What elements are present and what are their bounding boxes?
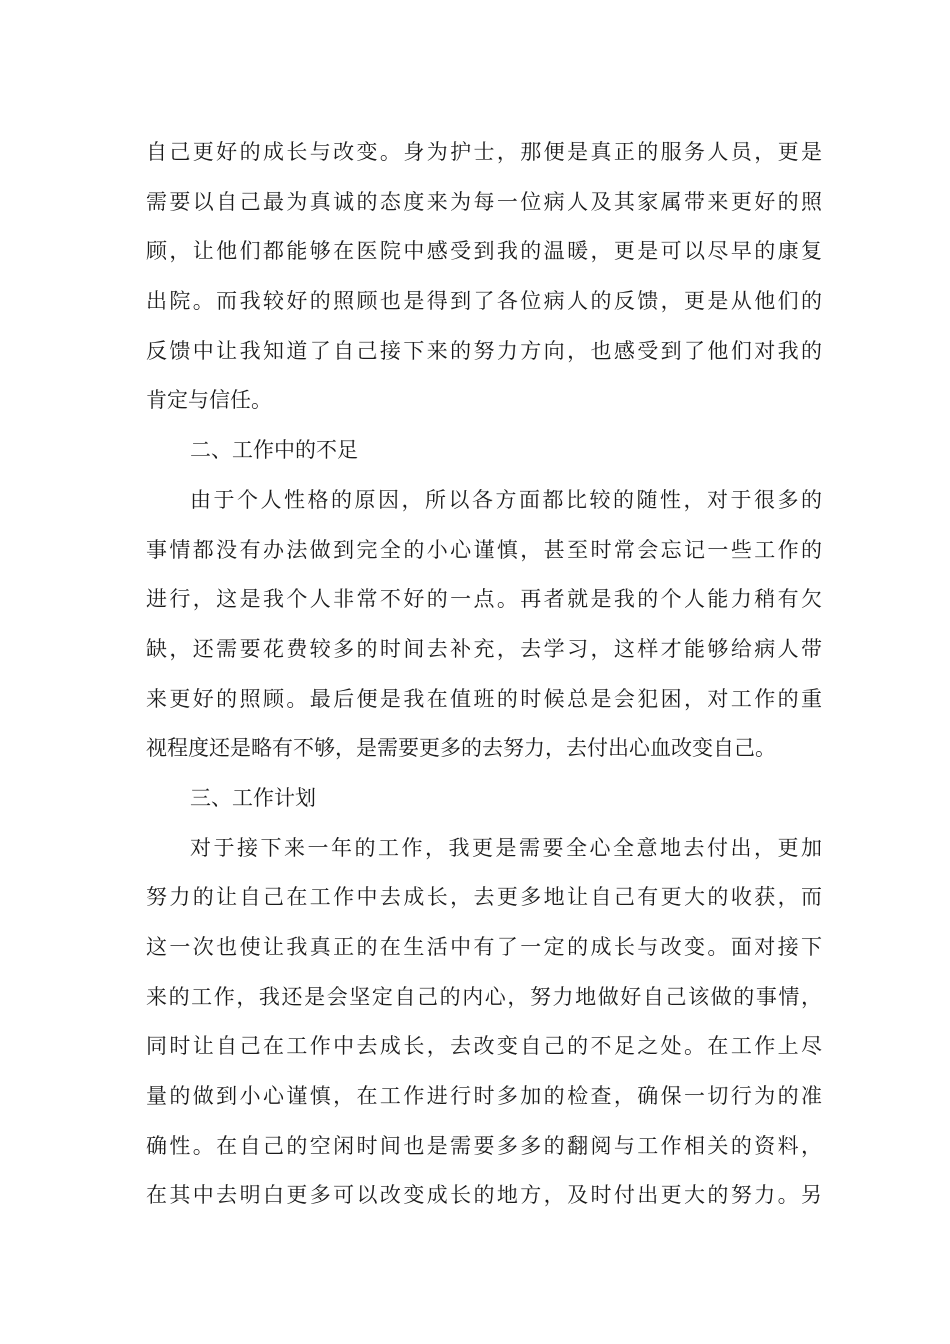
text-line: 进行，这是我个人非常不好的一点。再者就是我的个人能力稍有欠 [146, 587, 822, 612]
text-line: 努力的让自己在工作中去成长，去更多地让自己有更大的收获，而 [146, 885, 822, 910]
text-line: 肯定与信任。 [146, 388, 272, 413]
text-line: 事情都没有办法做到完全的小心谨慎，甚至时常会忘记一些工作的 [146, 537, 822, 562]
section-heading: 二、工作中的不足 [190, 438, 358, 463]
text-line: 同时让自己在工作中去成长，去改变自己的不足之处。在工作上尽 [146, 1034, 822, 1059]
text-line: 自己更好的成长与改变。身为护士，那便是真正的服务人员，更是 [146, 140, 822, 164]
text-line: 出院。而我较好的照顾也是得到了各位病人的反馈，更是从他们的 [146, 289, 822, 314]
text-line: 这一次也使让我真正的在生活中有了一定的成长与改变。面对接下 [146, 935, 822, 959]
continued-paragraph [146, 128, 822, 426]
text-line: 需要以自己最为真诚的态度来为每一位病人及其家属带来更好的照 [146, 189, 822, 214]
text-line: 来更好的照顾。最后便是我在值班的时候总是会犯困，对工作的重 [146, 686, 822, 711]
text-line: 视程度还是略有不够，是需要更多的去努力，去付出心血改变自己。 [146, 736, 776, 761]
text-line: 由于个人性格的原因，所以各方面都比较的随性，对于很多的 [190, 487, 822, 512]
text-line: 顾，让他们都能够在医院中感受到我的温暖，更是可以尽早的康复 [146, 239, 822, 264]
section-heading: 三、工作计划 [190, 785, 316, 810]
document-body [146, 128, 822, 1221]
text-line: 反馈中让我知道了自己接下来的努力方向，也感受到了他们对我的 [146, 338, 822, 363]
text-line: 对于接下来一年的工作，我更是需要全心全意地去付出，更加 [190, 835, 822, 860]
heading-plan [146, 774, 822, 824]
text-line: 来的工作，我还是会坚定自己的内心，努力地做好自己该做的事情， [146, 984, 822, 1009]
shortcomings-paragraph [146, 476, 822, 774]
text-line: 缺，还需要花费较多的时间去补充，去学习，这样才能够给病人带 [146, 636, 822, 661]
text-line: 量的做到小心谨慎，在工作进行时多加的检查，确保一切行为的准 [146, 1084, 822, 1109]
text-line: 在其中去明白更多可以改变成长的地方，及时付出更大的努力。另 [146, 1183, 822, 1208]
text-line: 确性。在自己的空闲时间也是需要多多的翻阅与工作相关的资料， [146, 1133, 822, 1158]
heading-shortcomings [146, 426, 822, 476]
plan-paragraph [146, 824, 822, 1222]
